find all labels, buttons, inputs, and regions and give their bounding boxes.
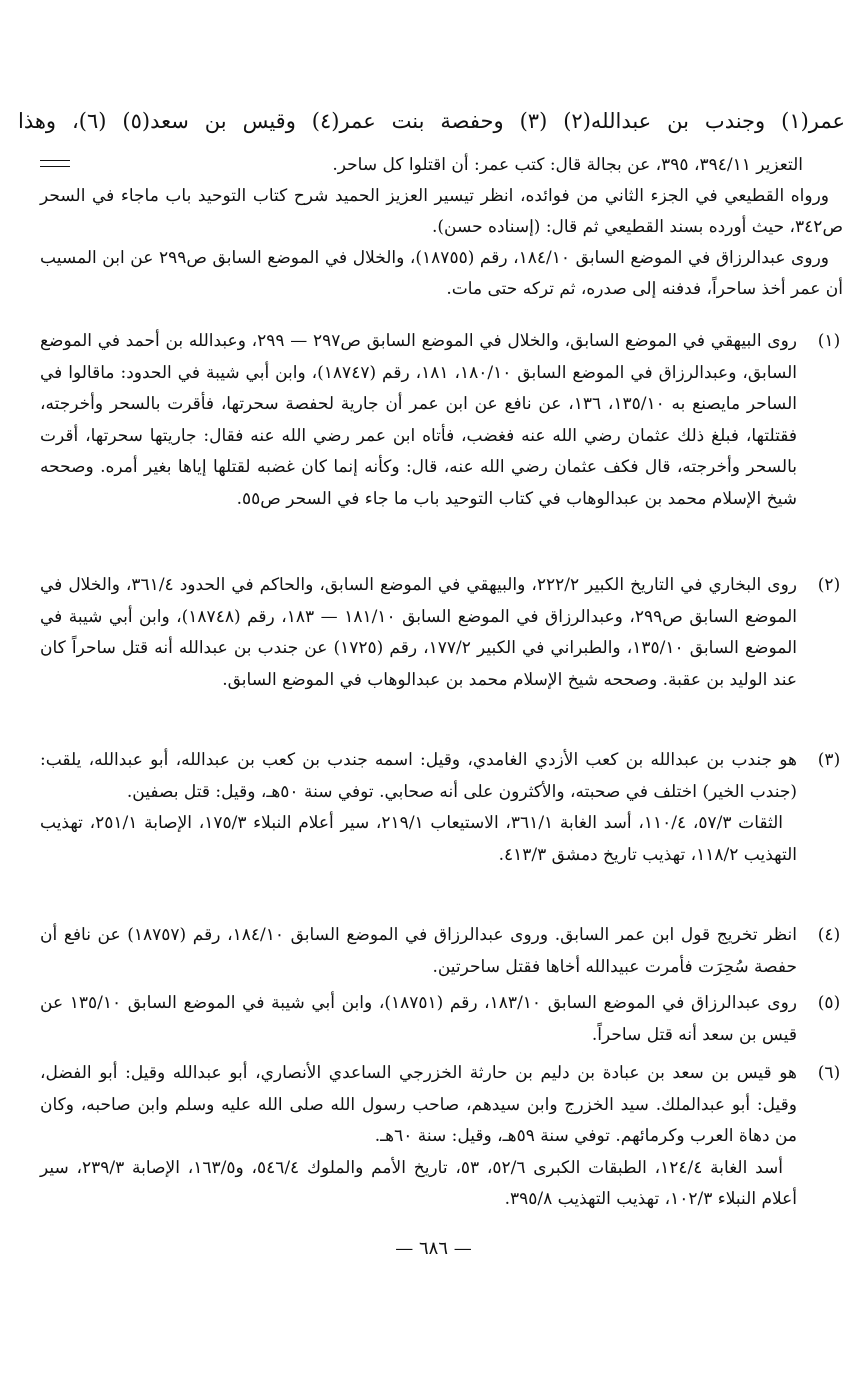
footnote-references: أسد الغابة ١٢٤/٤، الطبقات الكبرى ٥٢/٦، ٥٣، تاريخ الأمم والملوك ٥٤٦/٤، و١٦٣/٥، الإصابة ٢٣٩/٣، سير أعلام النبلاء ١٠٢/٣، تهذيب التهذيب ٣٩٥/٨. bbox=[40, 1157, 797, 1209]
footnote-text: هو قيس بن سعد بن عبادة بن دليم بن حارثة الخزرجي الساعدي الأنصاري، أبو عبدالله وقيل: أبو الفضل، وقيل: أبو عبدالملك. سيد الخزرج وابن سيدهم، صاحب رسول الله صلى الله عليه وسلم وابن صاحبه، وكان من دهاة العرب وكرمائهم. توفي سنة ٥٩هـ، وقيل: سنة ٦٠هـ. bbox=[40, 1063, 797, 1146]
continued-footnote-line: التعزير ٣٩٤/١١، ٣٩٥، عن بجالة قال: كتب عمر: أن اقتلوا كل ساحر. bbox=[332, 155, 803, 175]
footnote-text: روى البخاري في التاريخ الكبير ٢٢٢/٢، والبيهقي في الموضع السابق، والحاكم في الحدود ٣٦١/٤، والخلال في الموضع السابق ص٢٩٩، وعبدالرزاق في الموضع السابق ١٨١/١٠ — ١٨٣، رقم (١٨٧٤٨)، وابن أبي شيبة في الموضع السابق ١٣٥/١٠، والطبراني في الكبير ١٧٧/٢، رقم (١٧٢٥) عن جندب بن عبدالله أنه قتل ساحراً كان عند الوليد بن عقبة. وصححه شيخ الإسلام محمد بن عبدالوهاب في الموضع السابق. bbox=[40, 575, 798, 690]
footnote-number: (١) bbox=[817, 331, 841, 351]
footnote-references: الثقات ٥٧/٣، ١١٠/٤، أسد الغابة ٣٦١/١، الاستيعاب ٢١٩/١، سير أعلام النبلاء ١٧٥/٣، الإصابة ٢٥١/١، تهذيب التهذيب ١١٨/٢، تهذيب تاريخ دمشق ٤١٣/٣. bbox=[40, 813, 797, 865]
continued-footnote-paragraph: ورواه القطيعي في الجزء الثاني من فوائده، انظر تيسير العزيز الحميد شرح كتاب التوحيد باب ماجاء في السحر ص٣٤٢، حيث أورده بسند القطيعي ثم قال: (إسناده حسن). bbox=[40, 186, 843, 237]
footnote-1 bbox=[40, 326, 843, 515]
continued-footnote bbox=[40, 150, 843, 305]
continued-footnote-paragraph: وروى عبدالرزاق في الموضع السابق ١٨٤/١٠، رقم (١٨٧٥٥)، والخلال في الموضع السابق ص٢٩٩ عن ابن المسيب أن عمر أخذ ساحراً، فدفنه إلى صدره، ثم تركه حتى مات. bbox=[40, 248, 843, 299]
footnote-number: (٥) bbox=[817, 993, 841, 1013]
footnote-text: روى عبدالرزاق في الموضع السابق ١٨٣/١٠، رقم (١٨٧٥١)، وابن أبي شيبة في الموضع السابق ١٣٥/١٠ عن قيس بن سعد أنه قتل ساحراً. bbox=[40, 993, 798, 1045]
footnote-number: (٢) bbox=[817, 575, 841, 595]
footnote-number: (٦) bbox=[817, 1063, 841, 1083]
footnote-5 bbox=[40, 988, 843, 1051]
page-number: — ٦٨٦ — bbox=[395, 1238, 472, 1259]
footnote-6 bbox=[40, 1058, 843, 1216]
footnote-text: انظر تخريج قول ابن عمر السابق. وروى عبدالرزاق في الموضع السابق ١٨٤/١٠، رقم (١٨٧٥٧) عن نافع أن حفصة سُحِرَت فأمرت عبيدالله أخاها فقتل ساحرتين. bbox=[40, 925, 797, 977]
footnote-text: هو جندب بن عبدالله بن كعب الأزدي الغامدي، وقيل: اسمه جندب بن كعب بن عبدالله، أبو عبدالله، يلقب: (جندب الخير) اختلف في صحبته، والأكثرون على أنه صحابي. توفي سنة ٥٠هـ، وقيل: قتل بصفين. bbox=[40, 750, 797, 802]
main-text-line: عمر(١) وجندب بن عبدالله(٢) (٣) وحفصة بنت عمر(٤) وقيس بن سعد(٥) (٦)، وهذا bbox=[18, 109, 845, 133]
footnote-number: (٤) bbox=[817, 925, 841, 945]
footnote-2 bbox=[40, 570, 843, 696]
footnote-number: (٣) bbox=[817, 750, 841, 770]
footnote-3 bbox=[40, 745, 843, 871]
footnote-4 bbox=[40, 920, 843, 983]
footnote-text: روى البيهقي في الموضع السابق، والخلال في الموضع السابق ص٢٩٧ — ٢٩٩، وعبدالله بن أحمد في الموضع السابق، وعبدالرزاق في الموضع السابق ١٨٠/١٠، ١٨١، رقم (١٨٧٤٧)، وابن أبي شيبة في الحدود: ماقالوا في الساحر مايصنع به ١٣٥/١٠، ١٣٦، عن نافع عن ابن عمر أن جارية لحفصة سحرتها، فأقرت بالسحر وأخرجته، فقتلتها، فبلغ ذلك عثمان رضي الله عنه فغضب، فأتاه ابن عمر رضي الله عنه فقال: جاريتها سحرتها، أقرت بالسحر وأخرجته، قال فكف عثمان رضي الله عنه، قال: وكأنه إنما كان غضبه لقتلها إياها بغير أمره. وصححه شيخ الإسلام محمد بن عبدالوهاب في كتاب التوحيد باب ما جاء في السحر ص٥٥. bbox=[40, 331, 798, 509]
